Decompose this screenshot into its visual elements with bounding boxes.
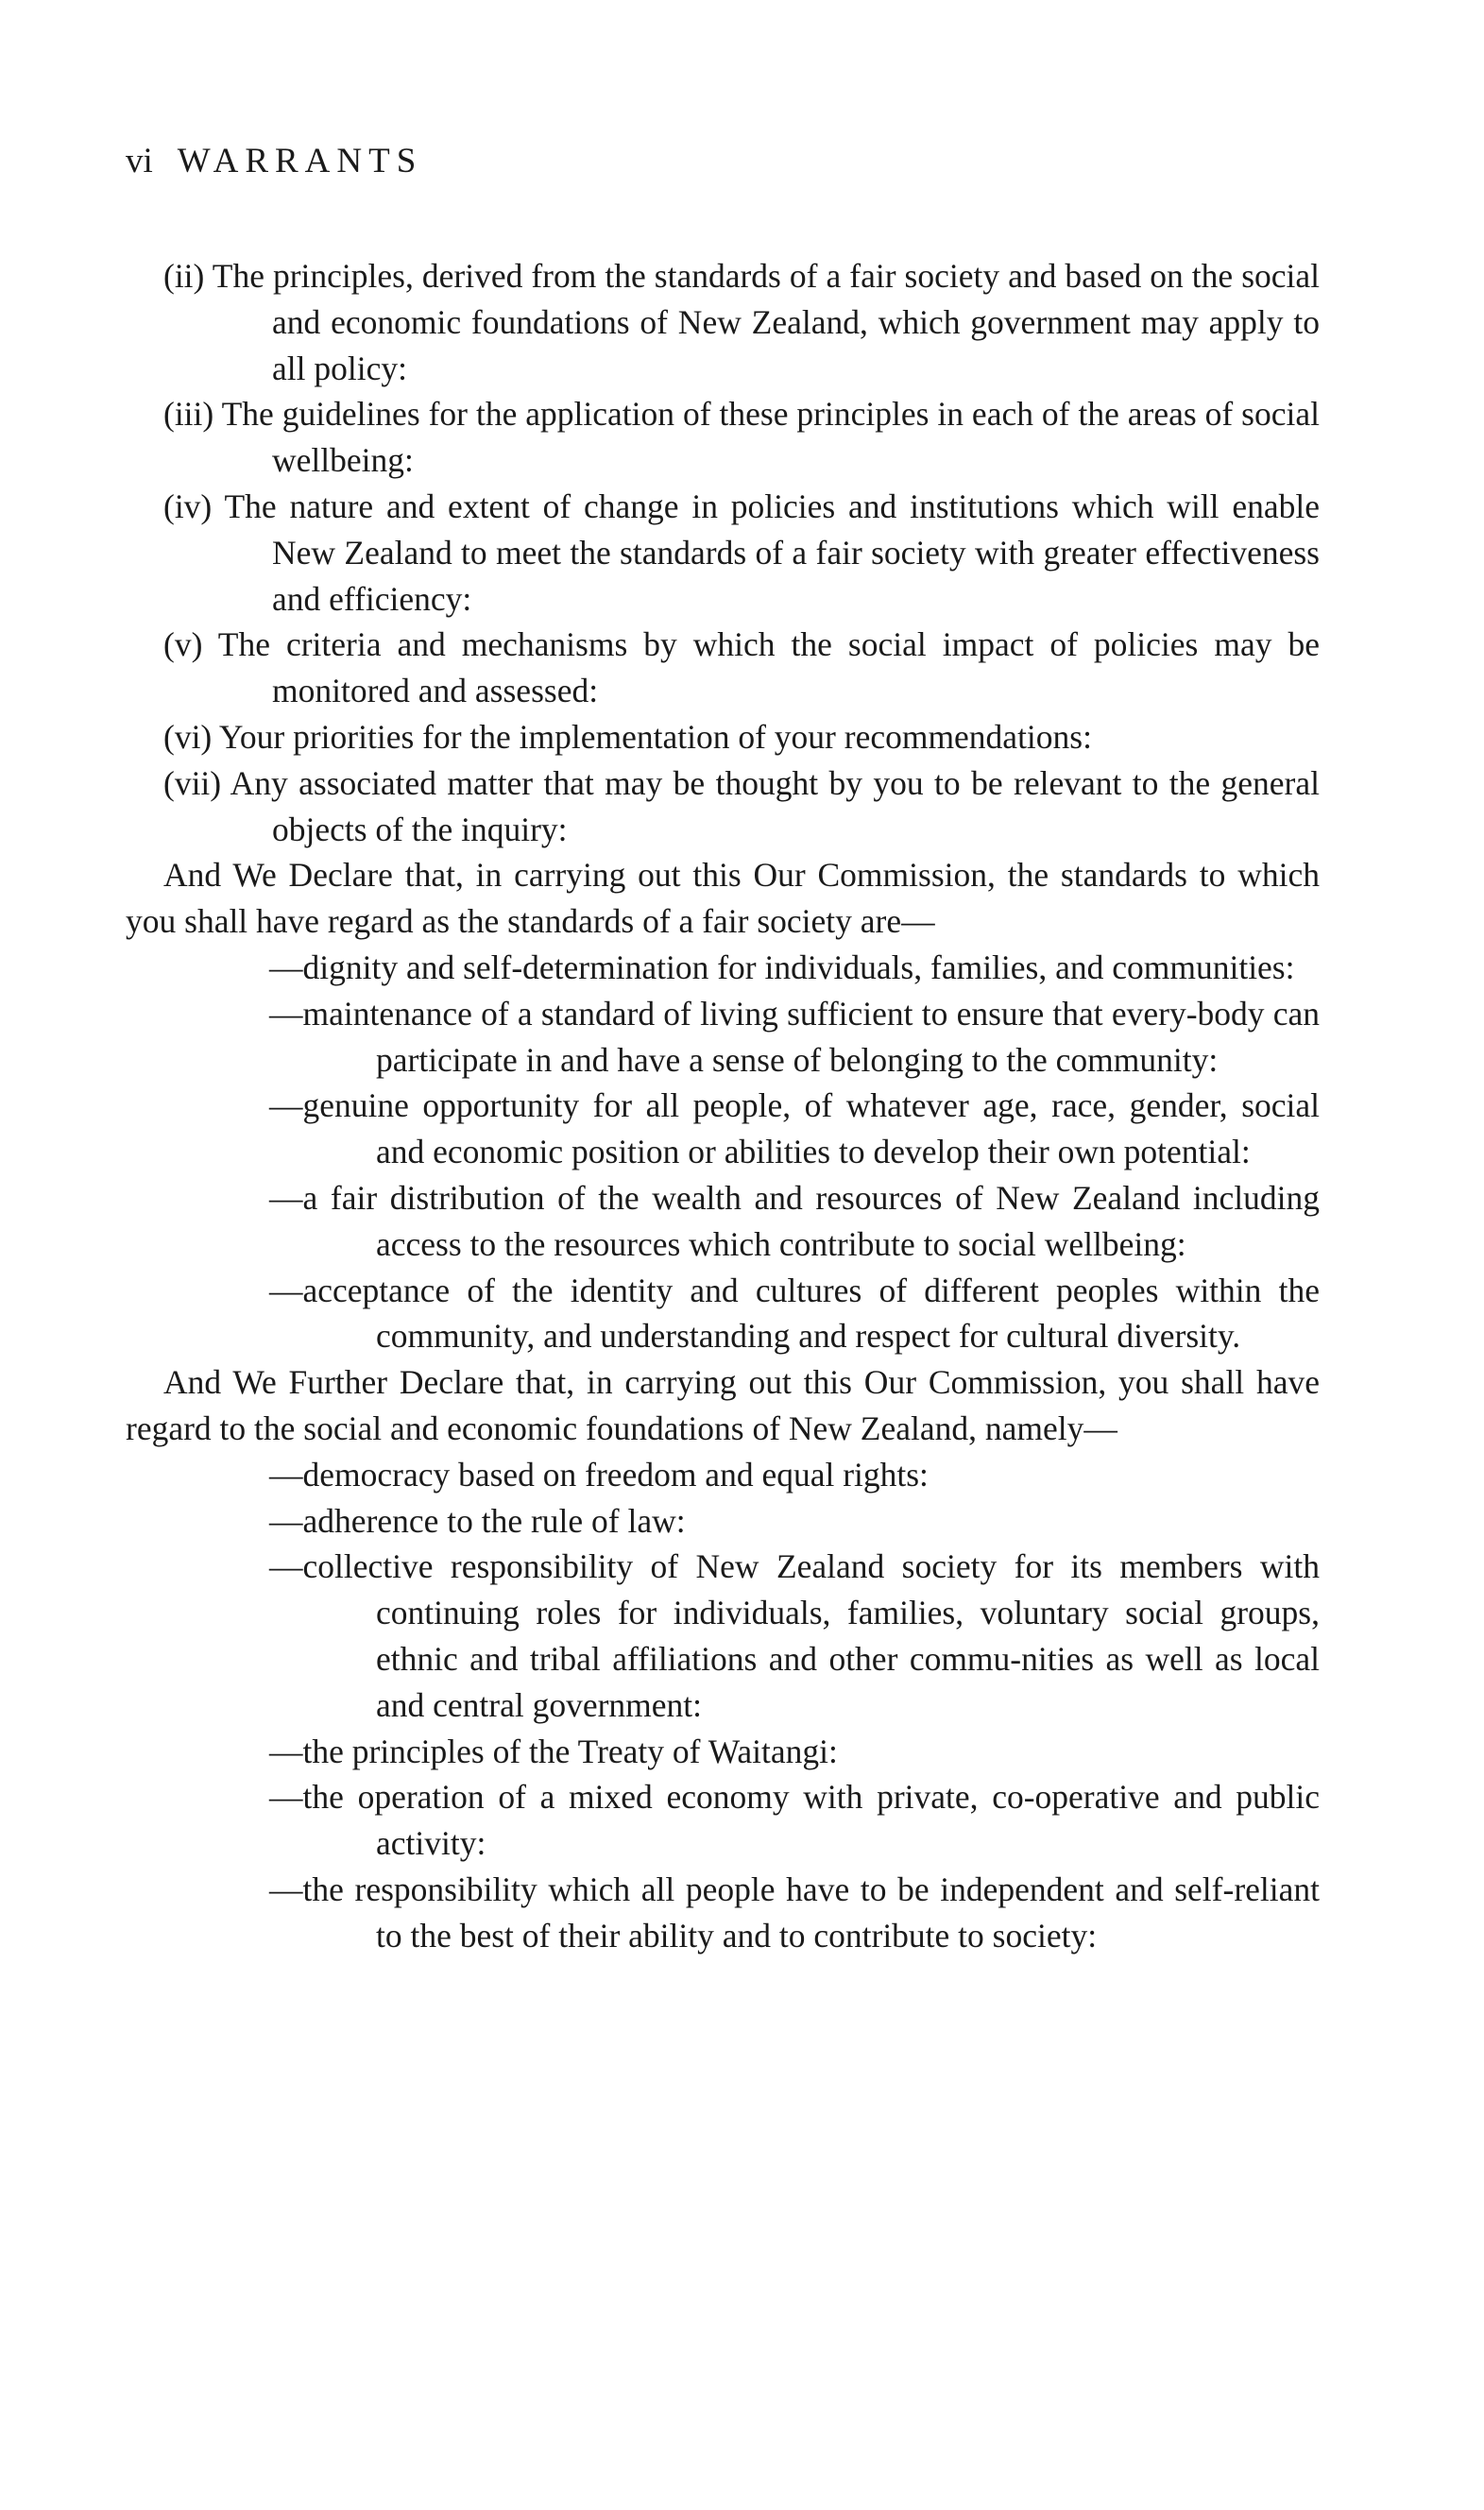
standard-distribution: —a fair distribution of the wealth and resources of New Zealand including access to the resources which contribute to social wellbeing: — [269, 1178, 1320, 1263]
foundations-declaration: And We Further Declare that, in carrying out this Our Commission, you shall have regard to the social and economic foundations of New Zealand, namely— — [126, 1363, 1320, 1447]
item-text: Your priorities for the implementation of your recommendations: — [218, 717, 1092, 756]
terms-item-vii — [126, 760, 1320, 853]
item-label: (iv) — [163, 487, 213, 525]
standard-opportunity: —genuine opportunity for all people, of whatever age, race, gender, social and economic position or abilities to develop their own potential: — [269, 1086, 1320, 1171]
standard-acceptance: —acceptance of the identity and cultures of different peoples within the community, and understanding and respect for cultural diversity. — [269, 1271, 1320, 1356]
section-title: WARRANTS — [177, 142, 423, 180]
foundation-treaty: —the principles of the Treaty of Waitangi: — [269, 1732, 838, 1770]
item-text: The nature and extent of change in policies and institutions which will enable New Zealand to meet the standards of a fair society with greater effectiveness and efficiency: — [224, 487, 1320, 618]
standards-declaration: And We Declare that, in carrying out this Our Commission, the standards to which you shall have regard as the standards of a fair society are— — [126, 856, 1320, 941]
foundation-self-reliance: —the responsibility which all people have to be independent and self-reliant to the best of their ability and to contribute to society: — [269, 1870, 1320, 1955]
item-text: Any associated matter that may be thought by you to be relevant to the general objects of the inquiry: — [230, 763, 1320, 848]
item-text: The guidelines for the application of these principles in each of the areas of social wellbeing: — [221, 395, 1320, 480]
terms-item-iii — [126, 391, 1320, 484]
item-label: (ii) — [163, 257, 205, 295]
foundation-democracy: —democracy based on freedom and equal rights: — [269, 1455, 929, 1494]
foundation-collective-responsibility: —collective responsibility of New Zealand society for its members with continuing roles for individuals, families, voluntary social groups, ethnic and tribal affiliations and other commu-nities as well as local and central government: — [269, 1547, 1320, 1724]
terms-item-v — [126, 622, 1320, 714]
running-head — [126, 140, 422, 183]
foundation-rule-of-law: —adherence to the rule of law: — [269, 1501, 686, 1540]
terms-item-iv — [126, 484, 1320, 622]
item-text: The criteria and mechanisms by which the social impact of policies may be monitored and assessed: — [217, 625, 1320, 710]
warrant-body — [126, 253, 1320, 1958]
terms-item-vi — [126, 714, 1320, 760]
standard-living: —maintenance of a standard of living sufficient to ensure that every-body can participate in and have a sense of belonging to the community: — [269, 994, 1320, 1079]
item-label: (v) — [163, 625, 203, 664]
terms-item-ii — [126, 253, 1320, 391]
page-number: vi — [126, 142, 153, 180]
item-label: (vii) — [163, 763, 222, 802]
item-label: (iii) — [163, 395, 214, 434]
standard-dignity: —dignity and self-determination for individuals, families, and communities: — [269, 948, 1295, 986]
foundation-mixed-economy: —the operation of a mixed economy with private, co-operative and public activity: — [269, 1778, 1320, 1863]
item-text: The principles, derived from the standards of a fair society and based on the social and economic foundations of New Zealand, which government may apply to all policy: — [212, 257, 1320, 387]
item-label: (vi) — [163, 717, 213, 756]
